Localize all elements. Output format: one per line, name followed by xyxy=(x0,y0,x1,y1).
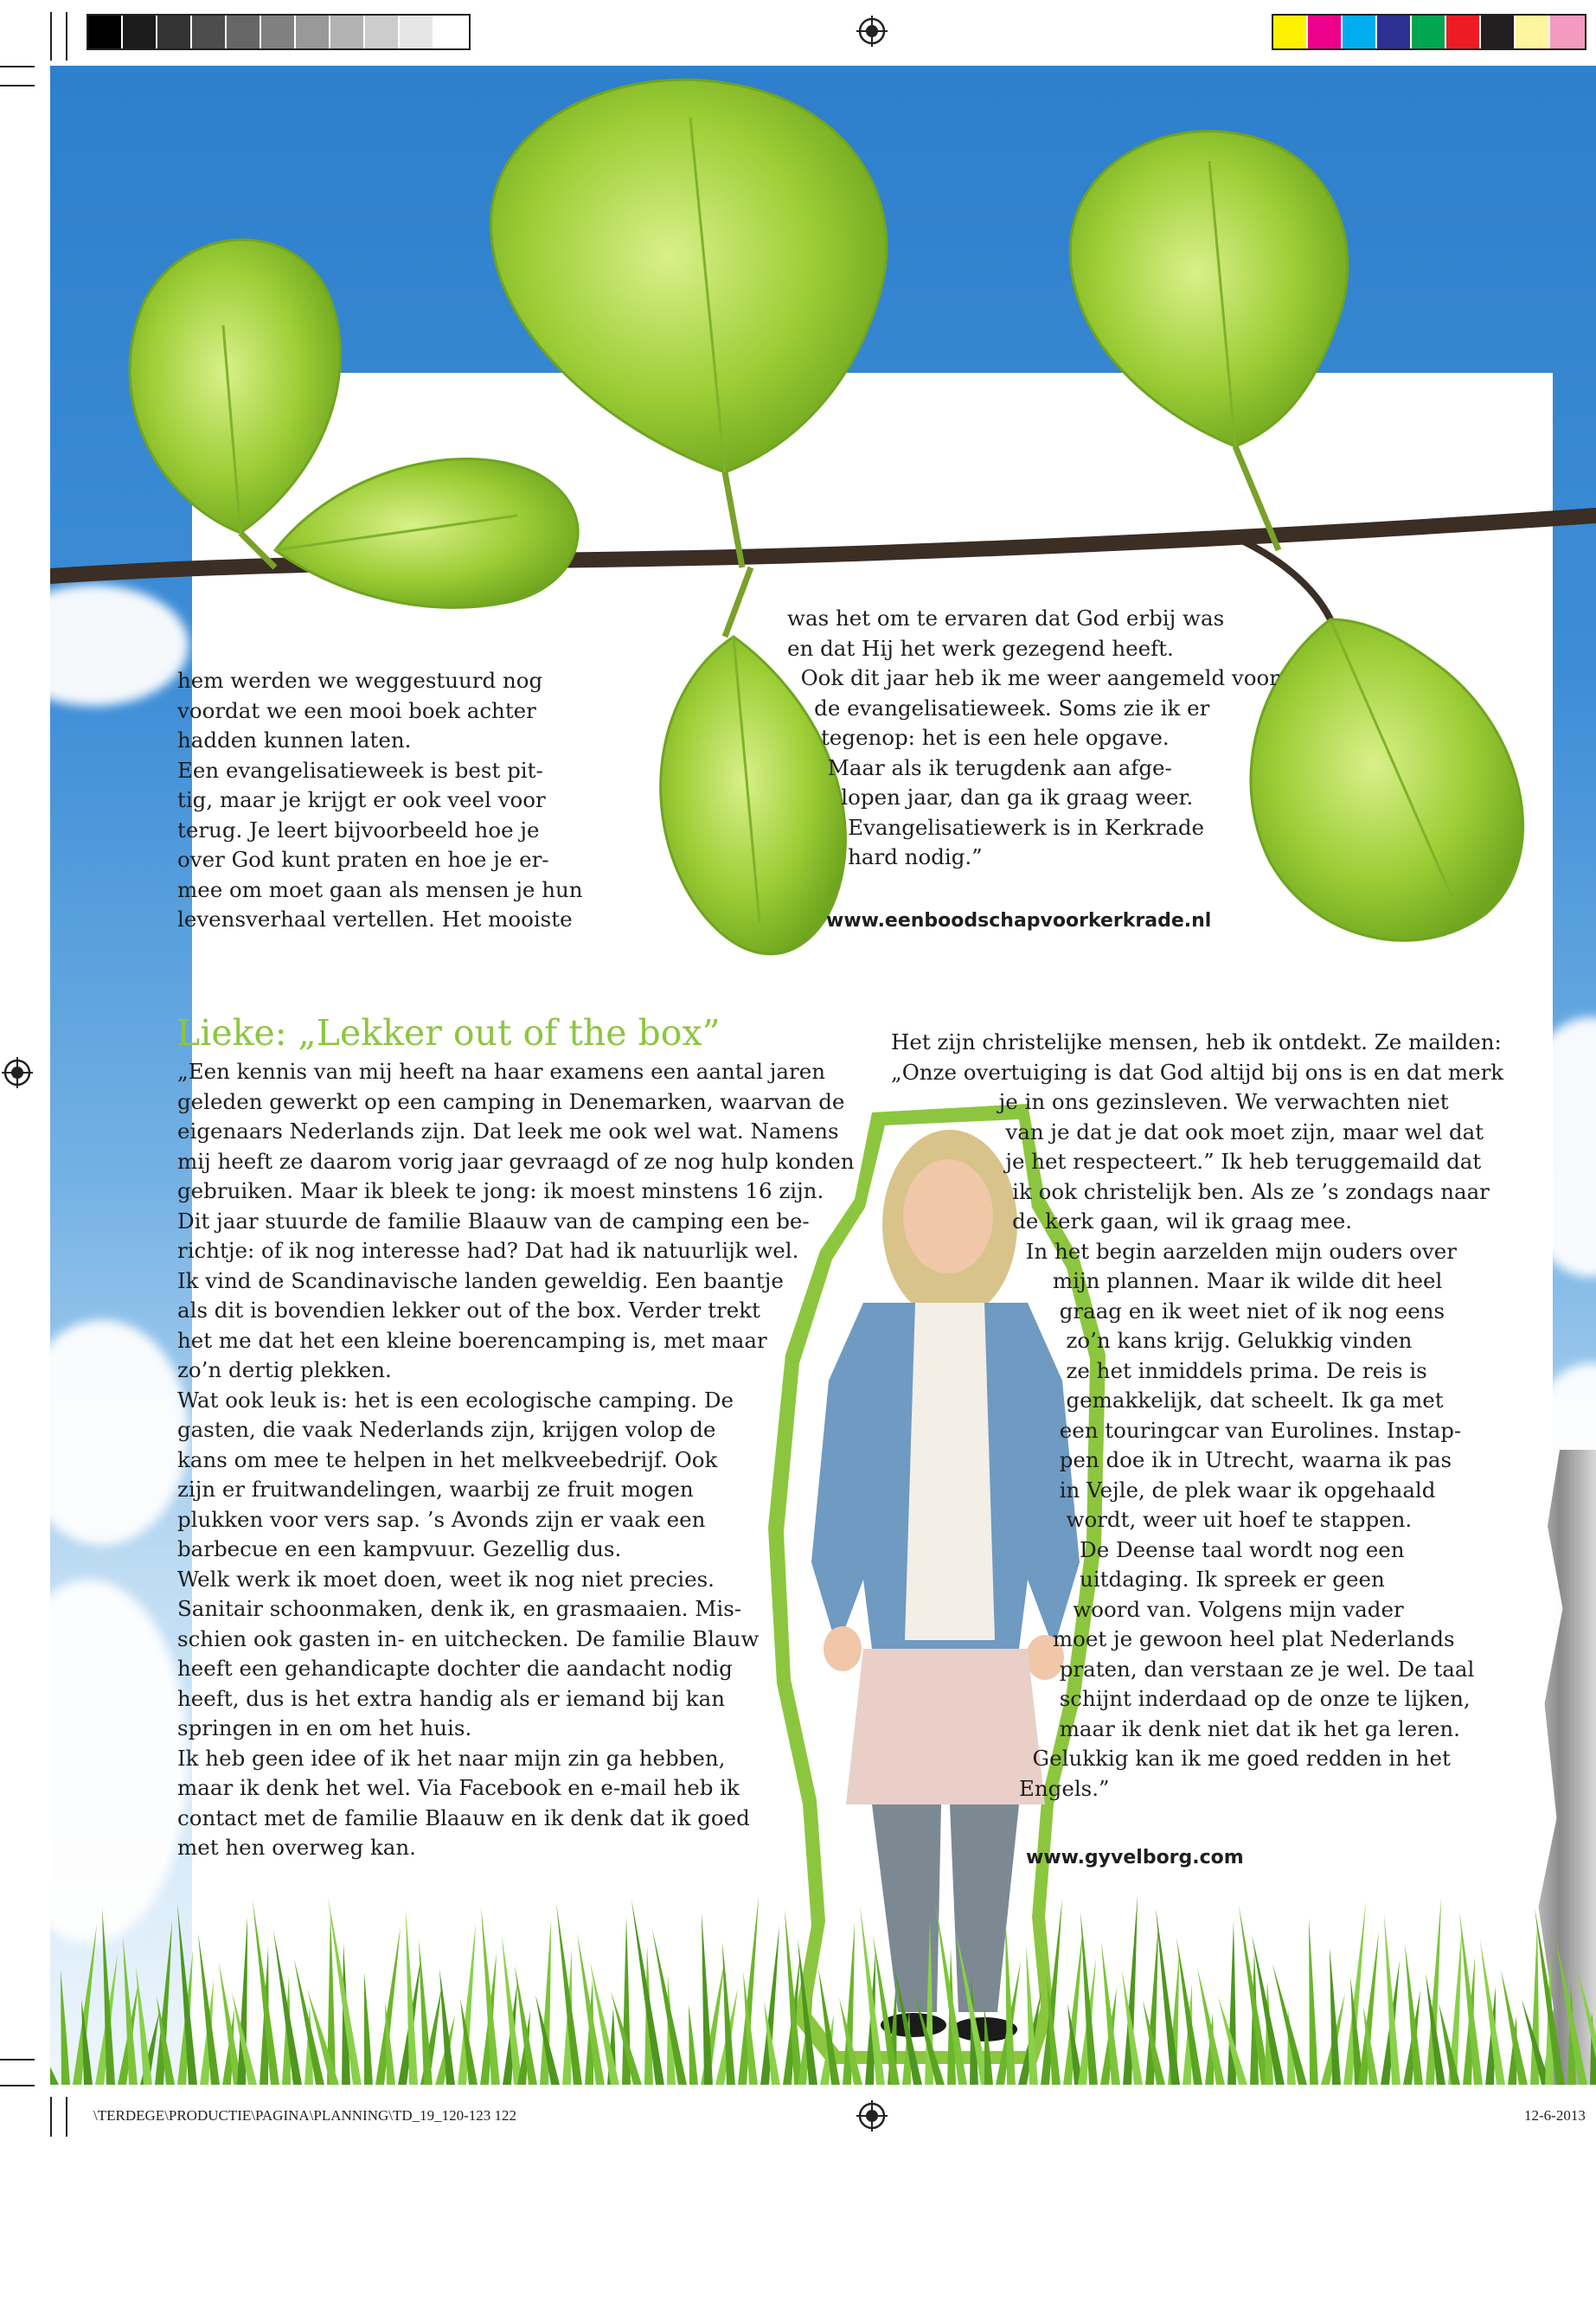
crop-mark xyxy=(0,2059,35,2061)
grass-blade xyxy=(702,1913,713,2085)
color-swatch xyxy=(1308,16,1343,48)
crop-mark xyxy=(66,12,67,61)
grass-blade xyxy=(136,1966,152,2085)
grass-illustration xyxy=(50,1891,1596,2085)
color-swatch xyxy=(330,16,365,48)
color-swatch xyxy=(88,16,123,48)
cloud xyxy=(50,1580,189,1943)
registration-mark-icon xyxy=(856,16,888,47)
color-swatch xyxy=(227,16,261,48)
article-text-column-2-top: was het om te ervaren dat God erbij was en dat Hij het werk gezegend heeft. Ook dit jaar heb ik me weer aangemeld voor de evangelisatieweek. Soms zie ik er tegenop: het is een hele opgave. Maar als ik terugdenk aan afge- lopen jaar, dan ga ik graag weer. Evangelisatiewerk is in Kerkrade hard nodig.” xyxy=(787,606,1279,869)
registration-mark-icon xyxy=(856,2100,888,2131)
grass-blade xyxy=(364,1972,373,2085)
color-swatch xyxy=(434,16,469,48)
color-swatch xyxy=(1412,16,1446,48)
color-swatch xyxy=(123,16,157,48)
grass-blade xyxy=(61,1970,70,2085)
color-swatch xyxy=(1343,16,1377,48)
color-swatch xyxy=(261,16,296,48)
grayscale-color-bar xyxy=(87,14,471,50)
process-color-bar xyxy=(1272,14,1586,50)
article-text-column-1: „Een kennis van mij heeft na haar examens een aantal jaren geleden gewerkt op een camping in Denemarken, waarvan de eigenaars Nederlands zijn. Dat leek me ook wel wat. Namens mij heeft ze daarom vorig jaar gevraagd of ze nog hulp konden gebruiken. Maar ik bleek te jong: ik moest minstens 16 zijn. Dit jaar stuurde de familie Blaauw van de camping een be- richtje: of ik nog interesse had? Dat had ik natuurlijk wel. Ik vind de Scandinavische landen geweldig. Een baantje als dit is bovendien lekker out of the box. Verder trekt het me dat het een kleine boerencamping is, met maar zo’n dertig plekken. Wat ook leuk is: het is een ecologische camping. De gasten, die vaak Nederlands zijn, krijgen volop de kans om mee te helpen in het melkveebedrijf. Ook zijn er fruitwandelingen, waarbij ze fruit mogen plukken voor vers sap. ’s Avonds zijn er vaak een barbecue en een kampvuur. Gezellig dus. Welk werk ik moet doen, weet ik nog niet precies. Sanitair schoonmaken, denk ik, en grasmaaien. Mis- schien ook gasten in- en uitchecken. De familie Blauw heeft een gehandicapte dochter die aandacht nodig heeft, dus is het extra handig als er iemand bij kan springen in en om het huis. Ik heb geen idee of ik het naar mijn zin ga hebben, maar ik denk het wel. Via Facebook en e-mail heb ik contact met de familie Blaauw en ik denk dat ik goed met hen overweg kan. xyxy=(177,1059,855,1860)
website-url: www.eenboodschapvoorkerkrade.nl xyxy=(826,910,1212,932)
color-swatch xyxy=(1550,16,1585,48)
print-date: 12-6-2013 xyxy=(1524,2107,1586,2124)
cloud xyxy=(50,1320,189,1545)
website-url: www.gyvelborg.com xyxy=(1026,1847,1244,1868)
color-swatch xyxy=(192,16,227,48)
crop-mark xyxy=(0,66,35,67)
grass-blade xyxy=(50,2016,59,2085)
grass-blade xyxy=(177,1904,197,2085)
color-swatch xyxy=(365,16,400,48)
crop-mark xyxy=(50,2097,52,2137)
color-swatch xyxy=(157,16,192,48)
color-swatch xyxy=(400,16,434,48)
registration-mark-icon xyxy=(2,1057,33,1088)
color-swatch xyxy=(1516,16,1550,48)
color-swatch xyxy=(1446,16,1481,48)
grass-blade xyxy=(1309,1918,1318,2085)
grass-blade xyxy=(419,1939,433,2085)
crop-mark xyxy=(0,85,35,87)
file-path-slug: \TERDEGE\PRODUCTIE\PAGINA\PLANNING\TD_19_120-123 122 xyxy=(93,2107,517,2124)
color-swatch xyxy=(1481,16,1516,48)
color-swatch xyxy=(1377,16,1412,48)
color-swatch xyxy=(1273,16,1308,48)
crop-mark xyxy=(50,12,52,61)
color-swatch xyxy=(296,16,330,48)
grass-blade xyxy=(502,1936,522,2085)
crop-mark xyxy=(0,2085,35,2086)
article-heading: Lieke: „Lekker out of the box” xyxy=(176,1012,721,1054)
article-text-column-1-top: hem werden we weggestuurd nog voordat we een mooi boek achter hadden kunnen laten. Een evangelisatieweek is best pit- tig, maar je krijgt er ook veel voor terug. Je leert bijvoorbeeld hoe je over God kunt praten en hoe je er- mee om moet gaan als mensen je hun levensverhaal vertellen. Het mooiste xyxy=(177,668,583,932)
grass-blade xyxy=(689,2004,698,2085)
grass-blade xyxy=(984,2007,993,2085)
crop-mark xyxy=(66,2097,67,2137)
article-text-column-2: Het zijn christelijke mensen, heb ik ontdekt. Ze mailden: „Onze overtuiging is dat God altijd bij ons is en dat merk je in ons gezinsleven. We verwachten niet van je dat je dat ook moet zijn, maar wel dat je het respecteert.” Ik heb teruggemaild dat ik ook christelijk ben. Als ze ’s zondags naar de kerk gaan, wil ik graag mee. In het begin aarzelden mijn ouders over mijn plannen. Maar ik wilde dit heel graag en ik weet niet of ik nog eens zo’n kans krijg. Gelukkig vinden ze het inmiddels prima. De reis is gemakkelijk, dat scheelt. Ik ga met een touringcar van Eurolines. Instap- pen doe ik in Utrecht, waarna ik pas in Vejle, de plek waar ik opgehaald wordt, weer uit hoef te stappen. De Deense taal wordt nog een uitdaging. Ik spreek er geen woord van. Volgens mijn vader moet je gewoon heel plat Nederlands praten, dan verstaan ze je wel. De taal schijnt inderdaad op de onze te lijken, maar ik denk niet dat ik het ga leren. Gelukkig kan ik me goed redden in het Engels.” xyxy=(891,1029,1504,1801)
